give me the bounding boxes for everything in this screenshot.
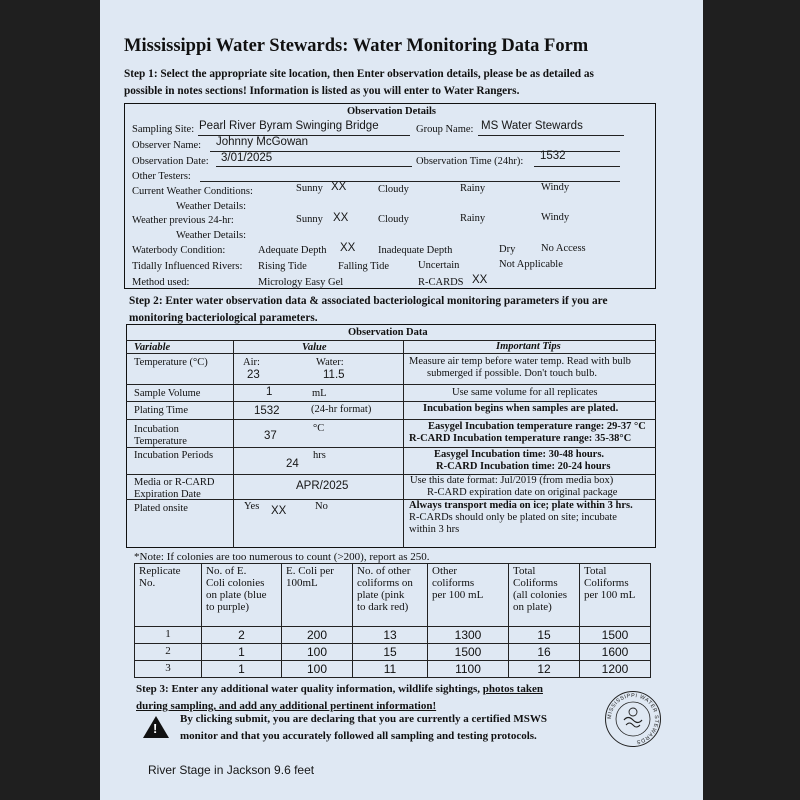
media-tip-2: R-CARD expiration date on original package	[427, 487, 618, 498]
tidal-uncertain[interactable]: Uncertain	[418, 260, 460, 271]
observation-time-label: Observation Time (24hr):	[416, 156, 524, 167]
incubation-periods-tip-1: Easygel Incubation time: 30-48 hours.	[434, 449, 605, 460]
temperature-tip-1: Measure air temp before water temp. Read with bulb	[409, 356, 631, 367]
sample-volume-value[interactable]: 1	[266, 386, 273, 398]
col-important-tips: Important Tips	[496, 341, 561, 352]
table-row	[135, 627, 651, 644]
observer-name-value[interactable]: Johnny McGowan	[216, 136, 309, 148]
current-weather-details-label: Weather Details:	[176, 201, 246, 212]
table-row	[135, 661, 651, 678]
waterbody-inadequate[interactable]: Inadequate Depth	[378, 245, 453, 256]
total-coliforms-1[interactable]: 15	[509, 627, 580, 644]
incubation-periods-unit: hrs	[313, 450, 326, 461]
sample-volume-unit: mL	[312, 388, 327, 399]
other-coliforms-3[interactable]: 11	[353, 661, 428, 678]
header-other-coliforms-plate: No. of other coliforms on plate (pink to dark red)	[353, 564, 428, 627]
media-label-1: Media or R-CARD	[134, 477, 215, 488]
plating-time-tip: Incubation begins when samples are plated.	[423, 403, 619, 414]
waterbody-adequate[interactable]: Adequate Depth	[258, 245, 327, 256]
other-coliforms-2[interactable]: 15	[353, 644, 428, 661]
current-weather-windy[interactable]: Windy	[541, 182, 570, 193]
plating-time-unit: (24-hr format)	[311, 404, 372, 415]
incubation-temp-unit: °C	[313, 423, 325, 434]
other-per-100ml-1[interactable]: 1300	[428, 627, 509, 644]
total-per-100ml-3[interactable]: 1200	[580, 661, 651, 678]
weather-prev-windy[interactable]: Windy	[541, 212, 570, 223]
plated-onsite-label: Plated onsite	[134, 503, 188, 514]
water-stewards-seal-logo	[604, 690, 662, 748]
media-tip-1: Use this date format: Jul/2019 (from media box)	[410, 475, 614, 486]
total-coliforms-3[interactable]: 12	[509, 661, 580, 678]
observation-data-heading: Observation Data	[348, 327, 428, 338]
waterbody-no-access[interactable]: No Access	[541, 243, 586, 254]
plated-tip-3: within 3 hrs	[409, 524, 460, 535]
incubation-periods-value[interactable]: 24	[286, 458, 299, 470]
method-mark: XX	[472, 274, 488, 286]
other-per-100ml-2[interactable]: 1500	[428, 644, 509, 661]
temperature-label: Temperature (°C)	[134, 357, 208, 368]
header-total-coliforms-per-100ml: Total Coliforms per 100 mL	[580, 564, 651, 627]
header-total-coliforms-plate: Total Coliforms (all colonies on plate)	[509, 564, 580, 627]
media-label-2: Expiration Date	[134, 489, 201, 500]
header-ecoli-colonies: No. of E. Coli colonies on plate (blue to purple)	[202, 564, 282, 627]
method-label: Method used:	[132, 277, 190, 288]
warning-icon: !	[143, 716, 169, 738]
current-weather-cloudy[interactable]: Cloudy	[378, 184, 409, 195]
method-micrology[interactable]: Micrology Easy Gel	[258, 277, 344, 288]
observation-details-heading: Observation Details	[347, 106, 436, 117]
other-coliforms-1[interactable]: 13	[353, 627, 428, 644]
plated-mark: XX	[271, 505, 287, 517]
replicate-2: 2	[135, 644, 202, 661]
group-name-value[interactable]: MS Water Stewards	[481, 120, 583, 132]
total-coliforms-2[interactable]: 16	[509, 644, 580, 661]
photos-link[interactable]: photos taken	[482, 683, 543, 695]
handwritten-river-stage-note: River Stage in Jackson 9.6 feet	[148, 763, 315, 777]
weather-prev-details-label: Weather Details:	[176, 230, 246, 241]
water-label: Water:	[316, 357, 344, 368]
step2-instructions: Step 2: Enter water observation data & associated bacteriological monitoring parameters if you are monitoring bacteriological parameters.	[129, 295, 608, 324]
ecoli-colonies-2[interactable]: 1	[202, 644, 282, 661]
ecoli-per-100ml-3[interactable]: 100	[282, 661, 353, 678]
weather-prev-mark: XX	[333, 212, 349, 224]
colonies-note: *Note: If colonies are too numerous to count (>200), report as 250.	[134, 551, 430, 563]
step1-instructions: Step 1: Select the appropriate site location, then Enter observation details, please be as detailed as possible in notes sections! Information is listed as you will enter to Water Rangers.	[124, 68, 594, 97]
plated-no[interactable]: No	[315, 501, 328, 512]
header-replicate: Replicate No.	[135, 564, 202, 627]
tidal-not-applicable[interactable]: Not Applicable	[499, 259, 563, 270]
tidal-label: Tidally Influenced Rivers:	[132, 261, 243, 272]
weather-prev-cloudy[interactable]: Cloudy	[378, 214, 409, 225]
plated-yes[interactable]: Yes	[244, 501, 260, 512]
tidal-falling[interactable]: Falling Tide	[338, 261, 390, 272]
plating-time-label: Plating Time	[134, 405, 188, 416]
waterbody-label: Waterbody Condition:	[132, 245, 226, 256]
ecoli-colonies-3[interactable]: 1	[202, 661, 282, 678]
additional-info-link[interactable]: during sampling, and add any additional pertinent information!	[136, 700, 437, 712]
water-value[interactable]: 11.5	[323, 369, 345, 381]
incubation-temp-label-1: Incubation	[134, 424, 179, 435]
sample-volume-label: Sample Volume	[134, 388, 201, 399]
waterbody-mark: XX	[340, 242, 356, 254]
svg-text:MISSISSIPPI WATER STEWARDS: MISSISSIPPI WATER STEWARDS	[606, 692, 660, 745]
weather-prev-label: Weather previous 24-hr:	[132, 215, 234, 226]
sample-volume-tip: Use same volume for all replicates	[452, 387, 598, 398]
col-value: Value	[302, 342, 327, 353]
header-other-coliforms-per-100ml: Other coliforms per 100 mL	[428, 564, 509, 627]
weather-prev-sunny[interactable]: Sunny	[296, 214, 323, 225]
observation-date-label: Observation Date:	[132, 156, 209, 167]
step3-instructions: Step 3: Enter any additional water quality information, wildlife sightings, photos taken during sampling, and add any additional pertinent information!	[136, 683, 543, 712]
current-weather-label: Current Weather Conditions:	[132, 186, 253, 197]
observation-time-value[interactable]: 1532	[540, 150, 566, 162]
other-per-100ml-3[interactable]: 1100	[428, 661, 509, 678]
incubation-temp-value[interactable]: 37	[264, 430, 277, 442]
ecoli-per-100ml-1[interactable]: 200	[282, 627, 353, 644]
weather-prev-rainy[interactable]: Rainy	[460, 213, 486, 224]
media-value[interactable]: APR/2025	[296, 480, 349, 492]
plated-tip-2: R-CARDs should only be plated on site; incubate	[409, 512, 617, 523]
other-testers-label: Other Testers:	[132, 171, 191, 182]
colony-count-table	[134, 563, 651, 678]
tidal-rising[interactable]: Rising Tide	[258, 261, 307, 272]
observer-name-label: Observer Name:	[132, 140, 202, 151]
current-weather-rainy[interactable]: Rainy	[460, 183, 486, 194]
replicate-3: 3	[135, 661, 202, 678]
form-title: Mississippi Water Stewards: Water Monitoring Data Form	[124, 36, 589, 56]
sampling-site-value[interactable]: Pearl River Byram Swinging Bridge	[199, 120, 379, 132]
current-weather-mark: XX	[331, 181, 347, 193]
incubation-temp-label-2: Temperature	[134, 436, 187, 447]
total-per-100ml-2[interactable]: 1600	[580, 644, 651, 661]
ecoli-colonies-1[interactable]: 2	[202, 627, 282, 644]
group-name-label: Group Name:	[416, 124, 474, 135]
air-label: Air:	[243, 357, 260, 368]
waterbody-dry[interactable]: Dry	[499, 244, 516, 255]
ecoli-per-100ml-2[interactable]: 100	[282, 644, 353, 661]
plating-time-value[interactable]: 1532	[254, 405, 280, 417]
current-weather-sunny[interactable]: Sunny	[296, 183, 323, 194]
incubation-periods-label: Incubation Periods	[134, 450, 214, 461]
incubation-periods-tip-2: R-CARD Incubation time: 20-24 hours	[436, 461, 611, 472]
colony-table-header-row	[135, 564, 651, 627]
method-rcards[interactable]: R-CARDS	[418, 277, 464, 288]
disclaimer: By clicking submit, you are declaring that you are currently a certified MSWS monitor and that you accurately followed all sampling and testing protocols.	[180, 713, 547, 742]
table-row	[135, 644, 651, 661]
col-variable: Variable	[134, 342, 171, 353]
temperature-tip-2: submerged if possible. Don't touch bulb.	[427, 368, 597, 379]
replicate-1: 1	[135, 627, 202, 644]
sampling-site-label: Sampling Site:	[132, 124, 195, 135]
incubation-temp-tip-2: R-CARD Incubation temperature range: 35-38°C	[409, 433, 632, 444]
total-per-100ml-1[interactable]: 1500	[580, 627, 651, 644]
incubation-temp-tip-1: Easygel Incubation temperature range: 29-37 °C	[428, 421, 646, 432]
plated-tip-1: Always transport media on ice; plate within 3 hrs.	[409, 500, 633, 511]
air-value[interactable]: 23	[247, 369, 260, 381]
observation-date-value[interactable]: 3/01/2025	[221, 152, 273, 164]
header-ecoli-per-100ml: E. Coli per 100mL	[282, 564, 353, 627]
